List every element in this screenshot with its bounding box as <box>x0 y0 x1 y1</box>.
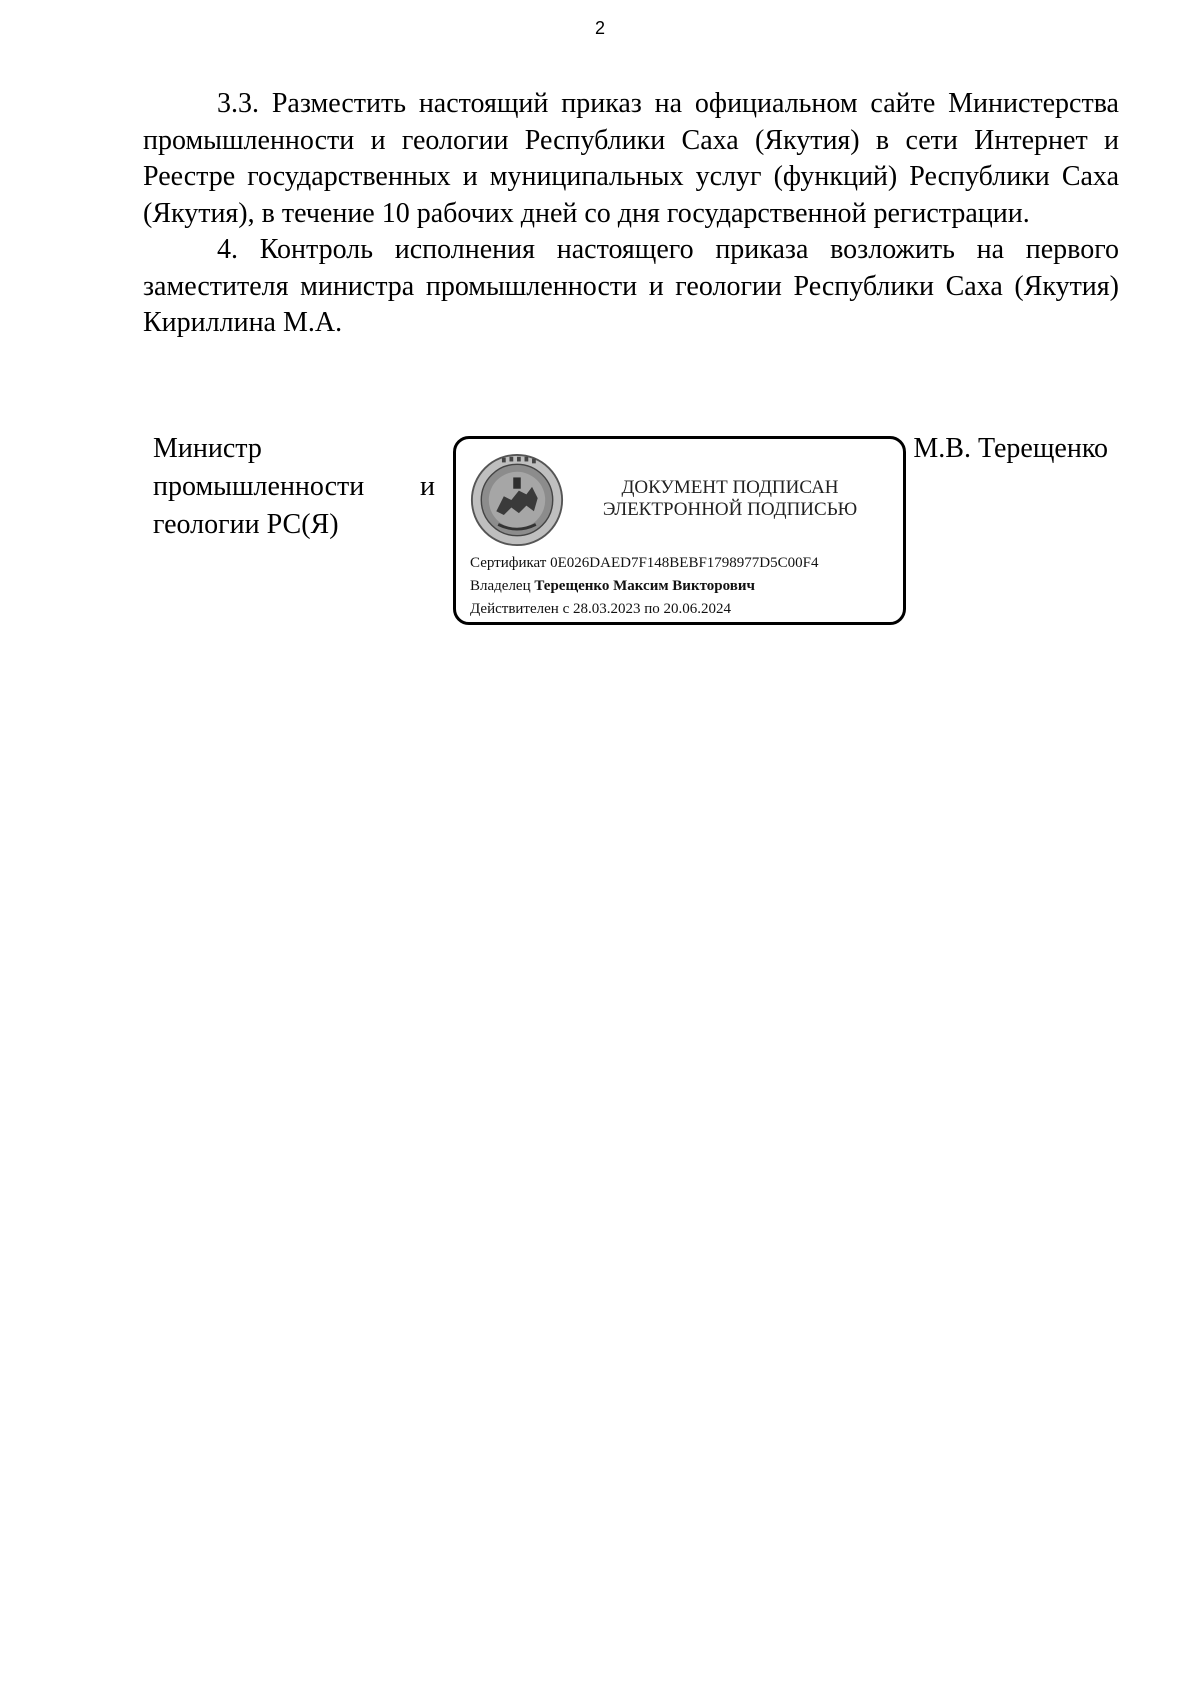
electronic-signature-stamp <box>453 436 906 625</box>
page-number: 2 <box>594 18 605 38</box>
valid-to-word: по <box>644 601 660 617</box>
stamp-heading <box>574 477 886 521</box>
stamp-certificate-row <box>470 552 818 575</box>
signer-name: М.В. Терещенко <box>913 433 1108 464</box>
stamp-heading-line2: ЭЛЕКТРОННОЙ ПОДПИСЬЮ <box>602 499 858 520</box>
certificate-value: 0E026DAED7F148BEBF1798977D5C00F4 <box>550 555 819 571</box>
valid-to: 20.06.2024 <box>663 601 732 617</box>
paragraph-4: 4. Контроль исполнения настоящего приказа возложить на первого заместителя министра промышленности и геологии Республики Саха (Якутия) Кириллина М.А. <box>143 234 1119 338</box>
signatory-title <box>153 430 435 544</box>
signatory-title-line3: геологии РС(Я) <box>153 509 339 540</box>
valid-label: Действителен <box>470 601 559 617</box>
valid-from-word: с <box>562 601 570 617</box>
coat-of-arms-icon <box>470 453 564 547</box>
stamp-owner-row <box>470 575 818 598</box>
stamp-heading-line1: ДОКУМЕНТ ПОДПИСАН <box>621 477 839 498</box>
stamp-validity-row <box>470 598 818 621</box>
signatory-title-line2-row <box>153 468 435 506</box>
owner-label: Владелец <box>470 578 531 594</box>
valid-from: 28.03.2023 <box>572 601 641 617</box>
signatory-title-line1: Министр <box>153 433 262 464</box>
signatory-title-conjunction: и <box>420 471 435 502</box>
paragraph-3-3: 3.3. Разместить настоящий приказ на официальном сайте Министерства промышленности и геологии Республики Саха (Якутия) в сети Интернет и Реестре государственных и муниципальных услуг (функций) Республики Саха (Якутия), в течение 10 рабочих дней со дня государственной регистрации. <box>143 88 1119 229</box>
certificate-label: Сертификат <box>470 555 547 571</box>
signatory-title-line2: промышленности <box>153 471 365 502</box>
document-body <box>143 86 1119 342</box>
stamp-details <box>470 552 818 621</box>
owner-value: Терещенко Максим Викторович <box>534 578 755 594</box>
